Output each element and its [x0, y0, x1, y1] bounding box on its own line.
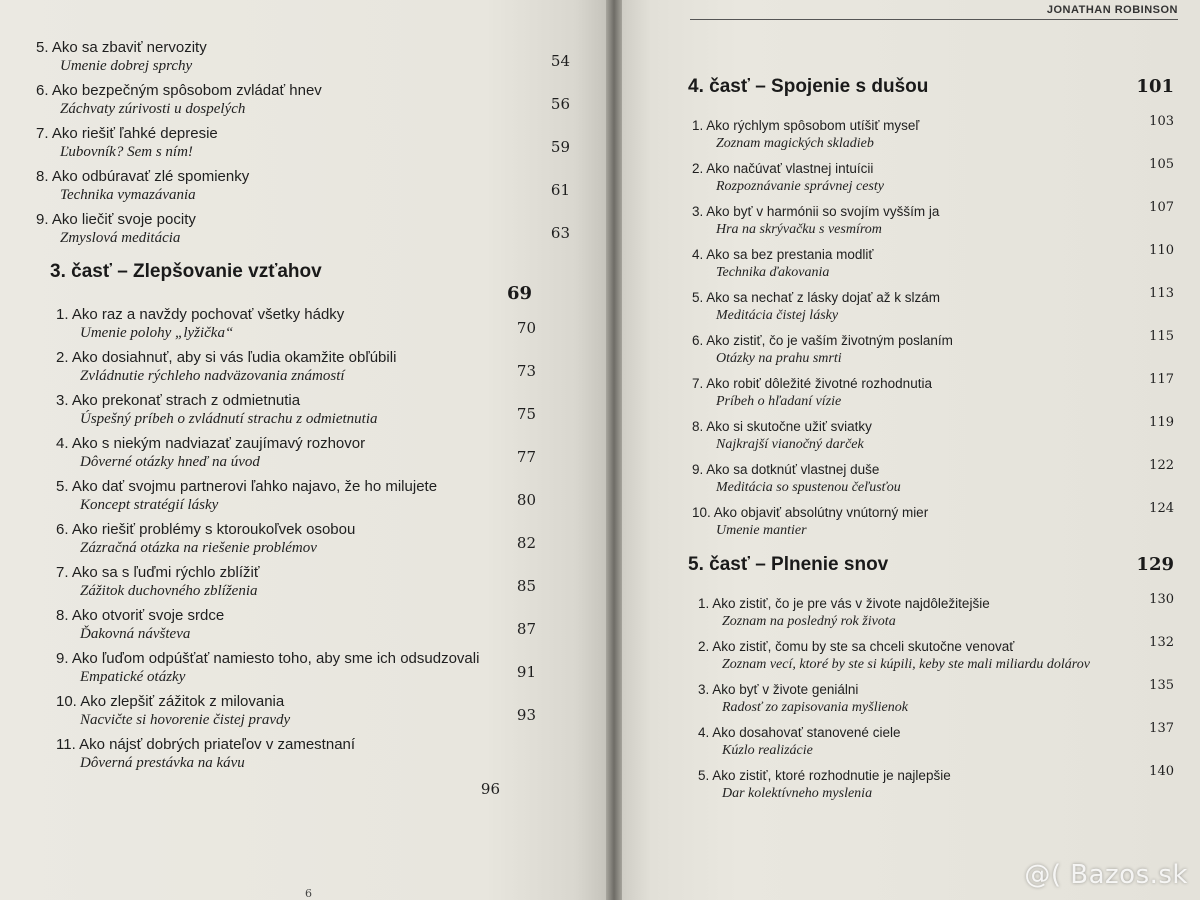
toc-entry — [692, 245, 1174, 282]
toc-entry-subtitle: Otázky na prahu smrti — [716, 351, 842, 366]
toc-entry — [36, 38, 570, 75]
toc-entry-page: 70 — [516, 319, 536, 337]
toc-entry — [56, 563, 536, 600]
left-toc — [0, 0, 606, 798]
toc-entry — [692, 503, 1174, 540]
toc-entry — [36, 124, 570, 161]
toc-entry — [692, 159, 1174, 196]
part3-entries — [36, 305, 570, 772]
toc-entry — [56, 692, 536, 729]
toc-entry-title: 7. Ako robiť dôležité životné rozhodnutia — [692, 376, 932, 391]
toc-entry-subtitle: Zoznam vecí, ktoré by ste si kúpili, keby ste mali miliardu dolárov — [722, 657, 1090, 672]
toc-entry — [56, 520, 536, 557]
toc-entry — [56, 477, 536, 514]
toc-entry — [692, 288, 1174, 325]
toc-entry-title: 9. Ako sa dotknúť vlastnej duše — [692, 462, 880, 477]
toc-entry-page: 119 — [1149, 415, 1174, 430]
toc-entry-title: 1. Ako raz a navždy pochovať všetky hádky — [56, 306, 345, 323]
toc-entry — [698, 766, 1174, 803]
toc-entry-title: 6. Ako zistiť, čo je vaším životným poslaním — [692, 333, 953, 348]
toc-entry-title: 8. Ako otvoriť svoje srdce — [56, 607, 225, 624]
toc-entry-page: 77 — [516, 448, 536, 466]
toc-entry-title: 4. Ako s niekým nadviazať zaujímavý rozhovor — [56, 435, 366, 452]
toc-entry — [36, 210, 570, 247]
toc-entry-subtitle: Zvládnutie rýchleho nadväzovania známostí — [80, 368, 345, 384]
toc-entry-subtitle: Koncept stratégií lásky — [80, 497, 219, 513]
toc-entry-page: 85 — [516, 577, 536, 595]
right-page — [622, 0, 1200, 900]
toc-entry-title: 5. Ako zistiť, ktoré rozhodnutie je najlepšie — [698, 768, 951, 783]
toc-entry-page: 105 — [1149, 157, 1174, 172]
toc-entry-title: 5. Ako sa nechať z lásky dojať až k slzám — [692, 290, 940, 305]
toc-entry-title: 5. Ako sa zbaviť nervozity — [36, 39, 207, 56]
toc-entry-title: 1. Ako zistiť, čo je pre vás v živote najdôležitejšie — [698, 596, 990, 611]
toc-entry-page: 82 — [516, 534, 536, 552]
toc-entry-subtitle: Zmyslová meditácia — [60, 230, 181, 246]
toc-entry-page: 137 — [1149, 721, 1174, 736]
toc-entry-page: 75 — [516, 405, 536, 423]
toc-entry-page: 73 — [516, 362, 536, 380]
toc-entry-page: 110 — [1149, 243, 1174, 258]
toc-entry-title: 4. Ako sa bez prestania modliť — [692, 247, 874, 262]
part5-page: 129 — [1136, 554, 1174, 575]
part5-heading — [688, 554, 1174, 576]
toc-entry-page: 132 — [1149, 635, 1174, 650]
toc-entry-subtitle: Dar kolektívneho myslenia — [722, 786, 873, 801]
toc-entry-title: 8. Ako si skutočne užiť sviatky — [692, 419, 872, 434]
toc-entry — [692, 374, 1174, 411]
toc-entry — [56, 649, 536, 686]
toc-entry-subtitle: Meditácia čistej lásky — [716, 308, 839, 323]
toc-entry-page: 56 — [550, 95, 570, 113]
page-folio: 6 — [305, 887, 312, 900]
toc-entry-subtitle: Rozpoznávanie správnej cesty — [716, 179, 884, 194]
toc-entry — [698, 680, 1174, 717]
toc-entry-page: 113 — [1149, 286, 1174, 301]
toc-entry-page: 80 — [516, 491, 536, 509]
toc-entry-subtitle: Nacvičte si hovorenie čistej pravdy — [80, 712, 291, 728]
toc-entry-subtitle: Záchvaty zúrivosti u dospelých — [60, 101, 246, 117]
toc-entry-page: 122 — [1149, 458, 1174, 473]
toc-entry-page: 54 — [550, 52, 570, 70]
toc-entry-subtitle: Empatické otázky — [80, 669, 186, 685]
toc-entry-subtitle: Úspešný príbeh o zvládnutí strachu z odmietnutia — [80, 411, 378, 427]
toc-entry-page: 91 — [516, 663, 536, 681]
toc-entry-subtitle: Príbeh o hľadaní vízie — [716, 394, 842, 409]
toc-entry — [56, 305, 536, 342]
toc-entry-title: 1. Ako rýchlym spôsobom utíšiť myseľ — [692, 118, 920, 133]
toc-entry-page: 130 — [1149, 592, 1174, 607]
toc-entry — [692, 331, 1174, 368]
toc-entry-title: 9. Ako ľuďom odpúšťať namiesto toho, aby sme ich odsudzovali — [56, 650, 480, 667]
toc-entry-title: 2. Ako načúvať vlastnej intuícii — [692, 161, 874, 176]
part3-heading — [36, 261, 570, 304]
toc-entry-title: 6. Ako bezpečným spôsobom zvládať hnev — [36, 82, 322, 99]
toc-entry-page: 107 — [1149, 200, 1174, 215]
toc-entry-page: 140 — [1149, 764, 1174, 779]
toc-entry-subtitle: Umenie mantier — [716, 523, 807, 538]
toc-entry — [36, 81, 570, 118]
part3-title: 3. časť – Zlepšovanie vzťahov — [50, 261, 322, 282]
part4-title: 4. časť – Spojenie s dušou — [688, 76, 929, 97]
toc-entry — [56, 735, 536, 772]
toc-entry-subtitle: Zoznam magických skladieb — [716, 136, 874, 151]
toc-entry-title: 7. Ako riešiť ľahké depresie — [36, 125, 218, 142]
toc-entry-subtitle: Kúzlo realizácie — [722, 743, 813, 758]
toc-entry-title: 2. Ako zistiť, čomu by ste sa chceli skutočne venovať — [698, 639, 1015, 654]
bazos-watermark: @( Bazos.sk — [1024, 860, 1188, 890]
toc-entry-title: 3. Ako prekonať strach z odmietnutia — [56, 392, 301, 409]
toc-entry-subtitle: Ľubovník? Sem s ním! — [60, 144, 193, 160]
part3-page: 69 — [506, 283, 532, 304]
toc-entry — [56, 348, 536, 385]
toc-entry-title: 9. Ako liečiť svoje pocity — [36, 211, 196, 228]
toc-entry-subtitle: Zoznam na posledný rok života — [722, 614, 896, 629]
toc-entry-page: 59 — [550, 138, 570, 156]
toc-entry-page: 61 — [550, 181, 570, 199]
toc-entry-subtitle: Dôverná prestávka na kávu — [80, 755, 245, 771]
part4-entries — [688, 116, 1174, 540]
toc-entry-subtitle: Najkrajší vianočný darček — [716, 437, 864, 452]
toc-entry-page: 115 — [1149, 329, 1174, 344]
toc-entry-subtitle: Radosť zo zapisovania myšlienok — [722, 700, 908, 715]
toc-entry — [692, 417, 1174, 454]
toc-entry-title: 8. Ako odbúravať zlé spomienky — [36, 168, 250, 185]
trailing-page-number: 96 — [480, 780, 500, 798]
toc-entry — [698, 594, 1174, 631]
toc-entry — [698, 637, 1174, 674]
toc-entry — [36, 167, 570, 204]
toc-entry-title: 10. Ako objaviť absolútny vnútorný mier — [692, 505, 929, 520]
toc-entry-title: 6. Ako riešiť problémy s ktoroukoľvek osobou — [56, 521, 356, 538]
toc-entry-title: 10. Ako zlepšiť zážitok z milovania — [56, 693, 285, 710]
book-gutter — [606, 0, 622, 900]
part4-page: 101 — [1136, 76, 1174, 97]
toc-entry-title: 5. Ako dať svojmu partnerovi ľahko najavo, že ho milujete — [56, 478, 438, 495]
toc-entry-subtitle: Zázračná otázka na riešenie problémov — [80, 540, 317, 556]
toc-entry — [56, 391, 536, 428]
toc-entry-page: 117 — [1149, 372, 1174, 387]
toc-entry — [692, 202, 1174, 239]
part5-title: 5. časť – Plnenie snov — [688, 554, 889, 575]
toc-entry-subtitle: Technika vymazávania — [60, 187, 196, 203]
toc-entry-title: 11. Ako nájsť dobrých priateľov v zamestnaní — [56, 736, 356, 753]
right-toc — [622, 76, 1200, 809]
toc-entry-page: 63 — [550, 224, 570, 242]
toc-entry-page: 135 — [1149, 678, 1174, 693]
toc-entry-subtitle: Technika ďakovania — [716, 265, 830, 280]
toc-entry-title: 7. Ako sa s ľuďmi rýchlo zblížiť — [56, 564, 260, 581]
toc-entry-subtitle: Zážitok duchovného zblíženia — [80, 583, 258, 599]
toc-entry-page: 103 — [1149, 114, 1174, 129]
toc-entry-page: 87 — [516, 620, 536, 638]
toc-entry-subtitle: Ďakovná návšteva — [80, 626, 191, 642]
toc-entry-page: 93 — [516, 706, 536, 724]
running-head: JONATHAN ROBINSON — [690, 0, 1178, 20]
toc-entry-subtitle: Umenie polohy „lyžička“ — [80, 325, 234, 341]
toc-entry — [692, 116, 1174, 153]
toc-entry-subtitle: Meditácia so spustenou čeľusťou — [716, 480, 901, 495]
toc-entry-page: 124 — [1149, 501, 1174, 516]
toc-entry-subtitle: Hra na skrývačku s vesmírom — [716, 222, 882, 237]
toc-entry — [56, 606, 536, 643]
toc-entry-title: 3. Ako byť v harmónii so svojím vyšším ja — [692, 204, 940, 219]
toc-entry — [698, 723, 1174, 760]
toc-entry-title: 4. Ako dosahovať stanovené ciele — [698, 725, 901, 740]
toc-entry-subtitle: Dôverné otázky hneď na úvod — [80, 454, 260, 470]
toc-section-part2-tail — [36, 38, 570, 247]
part5-entries — [688, 594, 1174, 803]
toc-entry — [692, 460, 1174, 497]
part4-heading — [688, 76, 1174, 98]
toc-entry — [56, 434, 536, 471]
toc-entry-title: 2. Ako dosiahnuť, aby si vás ľudia okamžite obľúbili — [56, 349, 397, 366]
toc-entry-title: 3. Ako byť v živote geniálni — [698, 682, 859, 697]
toc-entry-subtitle: Umenie dobrej sprchy — [60, 58, 193, 74]
